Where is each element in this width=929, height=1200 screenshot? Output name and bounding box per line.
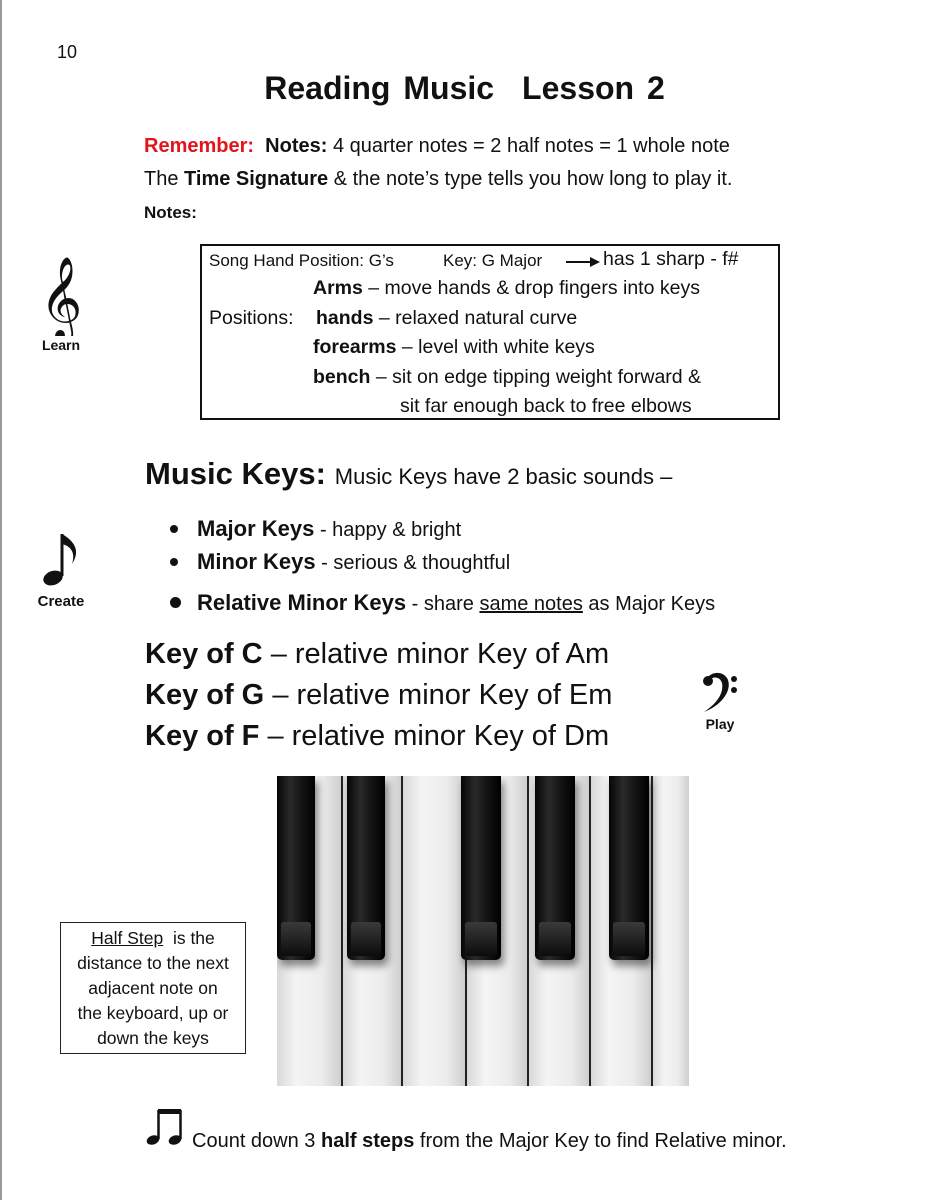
black-key: [461, 776, 501, 960]
footer-post: from the Major Key to find Relative minor.: [419, 1130, 787, 1152]
notes-label: Notes:: [265, 135, 328, 157]
title-part-1: Reading Music: [264, 70, 495, 106]
song-hand-position-box: [200, 244, 780, 420]
time-signature-line: [144, 168, 732, 191]
list-item: [170, 516, 461, 542]
play-label: Play: [705, 716, 735, 732]
half-step-term: Half Step: [91, 928, 164, 948]
time-signature-post: & the note’s type tells you how long to play it.: [333, 168, 733, 190]
bass-clef-icon: [698, 668, 742, 716]
key-gap: [651, 776, 653, 1086]
item-text: - serious & thoughtful: [321, 552, 511, 574]
white-key: [403, 776, 465, 1086]
half-step-definition-box: [60, 922, 246, 1054]
black-key: [535, 776, 575, 960]
notes-text: 4 quarter notes = 2 half notes = 1 whole note: [332, 135, 730, 157]
create-label: Create: [37, 593, 85, 610]
bench-label: bench: [313, 366, 371, 388]
page-number: 10: [57, 42, 78, 62]
time-signature-bold: Time Signature: [184, 168, 329, 190]
key-name: Key of C: [145, 638, 263, 670]
item-text-post: as Major Keys: [588, 593, 716, 615]
bullet: [170, 525, 178, 533]
key-pair-row: [145, 720, 609, 753]
forearms-label: forearms: [313, 336, 397, 358]
svg-text:𝄞: 𝄞: [39, 255, 83, 336]
item-text-underline: same notes: [479, 593, 583, 615]
relative-minor: – relative minor Key of Am: [270, 638, 610, 670]
relative-minor: – relative minor Key of Em: [272, 679, 613, 711]
key-gap: [341, 776, 343, 1086]
half-step-line-5: down the keys: [97, 1028, 209, 1048]
relative-minor: – relative minor Key of Dm: [267, 720, 610, 752]
footer-bold: half steps: [320, 1130, 415, 1152]
half-step-line1-rest: is the: [172, 928, 215, 948]
time-signature-pre: The: [144, 168, 179, 190]
half-step-line-4: the keyboard, up or: [77, 1003, 229, 1023]
bullet: [170, 597, 181, 608]
item-text: - happy & bright: [319, 519, 462, 541]
forearms-row: [313, 336, 595, 359]
key-gap: [401, 776, 403, 1086]
key-gap: [589, 776, 591, 1086]
hands-text: – relaxed natural curve: [378, 307, 578, 329]
treble-clef-icon: [38, 250, 84, 336]
arms-text: – move hands & drop fingers into keys: [368, 277, 700, 299]
hands-label: hands: [316, 307, 374, 329]
eighth-note-icon: [36, 530, 86, 590]
remember-line: [144, 135, 730, 158]
black-key: [277, 776, 315, 960]
key-gap: [527, 776, 529, 1086]
bench-text: – sit on edge tipping weight forward &: [375, 366, 702, 388]
title-part-2: Lesson 2: [522, 70, 665, 106]
item-label: Minor Keys: [197, 549, 316, 574]
key-name: Key of F: [145, 720, 260, 752]
footer-instruction: [192, 1130, 787, 1153]
beamed-eighth-notes-icon: [145, 1106, 185, 1148]
arrow-right-icon: [566, 256, 600, 268]
page-title: [0, 70, 929, 107]
arms-row: [313, 277, 700, 300]
play-icon: [698, 668, 742, 721]
key-name: Key of G: [145, 679, 265, 711]
bench-text-2: sit far enough back to free elbows: [400, 395, 692, 417]
item-text-pre: - share: [411, 593, 474, 615]
page-edge: [0, 0, 2, 1200]
create-icon: [36, 530, 86, 595]
key-label: Key: G Major: [443, 251, 543, 270]
item-label: Relative Minor Keys: [197, 590, 407, 615]
music-keys-heading: [145, 456, 672, 492]
item-label: Major Keys: [197, 516, 315, 541]
piano-keyboard-image: [277, 776, 689, 1086]
hand-position-text: Song Hand Position: G’s: [209, 251, 394, 270]
half-step-line-2: distance to the next: [77, 953, 229, 973]
key-pair-row: [145, 638, 609, 671]
notes-heading: Notes:: [144, 203, 197, 222]
music-keys-intro: Music Keys have 2 basic sounds –: [334, 464, 673, 489]
list-item: [170, 549, 510, 575]
learn-label: Learn: [41, 337, 81, 353]
bullet: [170, 558, 178, 566]
positions-label: Positions:: [209, 307, 294, 329]
half-step-line-3: adjacent note on: [88, 978, 218, 998]
music-keys-title: Music Keys:: [145, 456, 326, 491]
footer-pre: Count down 3: [192, 1130, 316, 1152]
arms-label: Arms: [313, 277, 363, 299]
half-step-line-1: [61, 926, 245, 951]
remember-label: Remember:: [144, 135, 255, 157]
learn-icon: [38, 250, 84, 341]
forearms-text: – level with white keys: [401, 336, 595, 358]
white-key: [653, 776, 689, 1086]
key-result: has 1 sharp - f#: [603, 248, 739, 270]
black-key: [609, 776, 649, 960]
list-item: [170, 590, 715, 616]
hands-row: [316, 307, 577, 330]
key-pair-row: [145, 679, 612, 712]
bench-row: [313, 366, 701, 389]
black-key: [347, 776, 385, 960]
